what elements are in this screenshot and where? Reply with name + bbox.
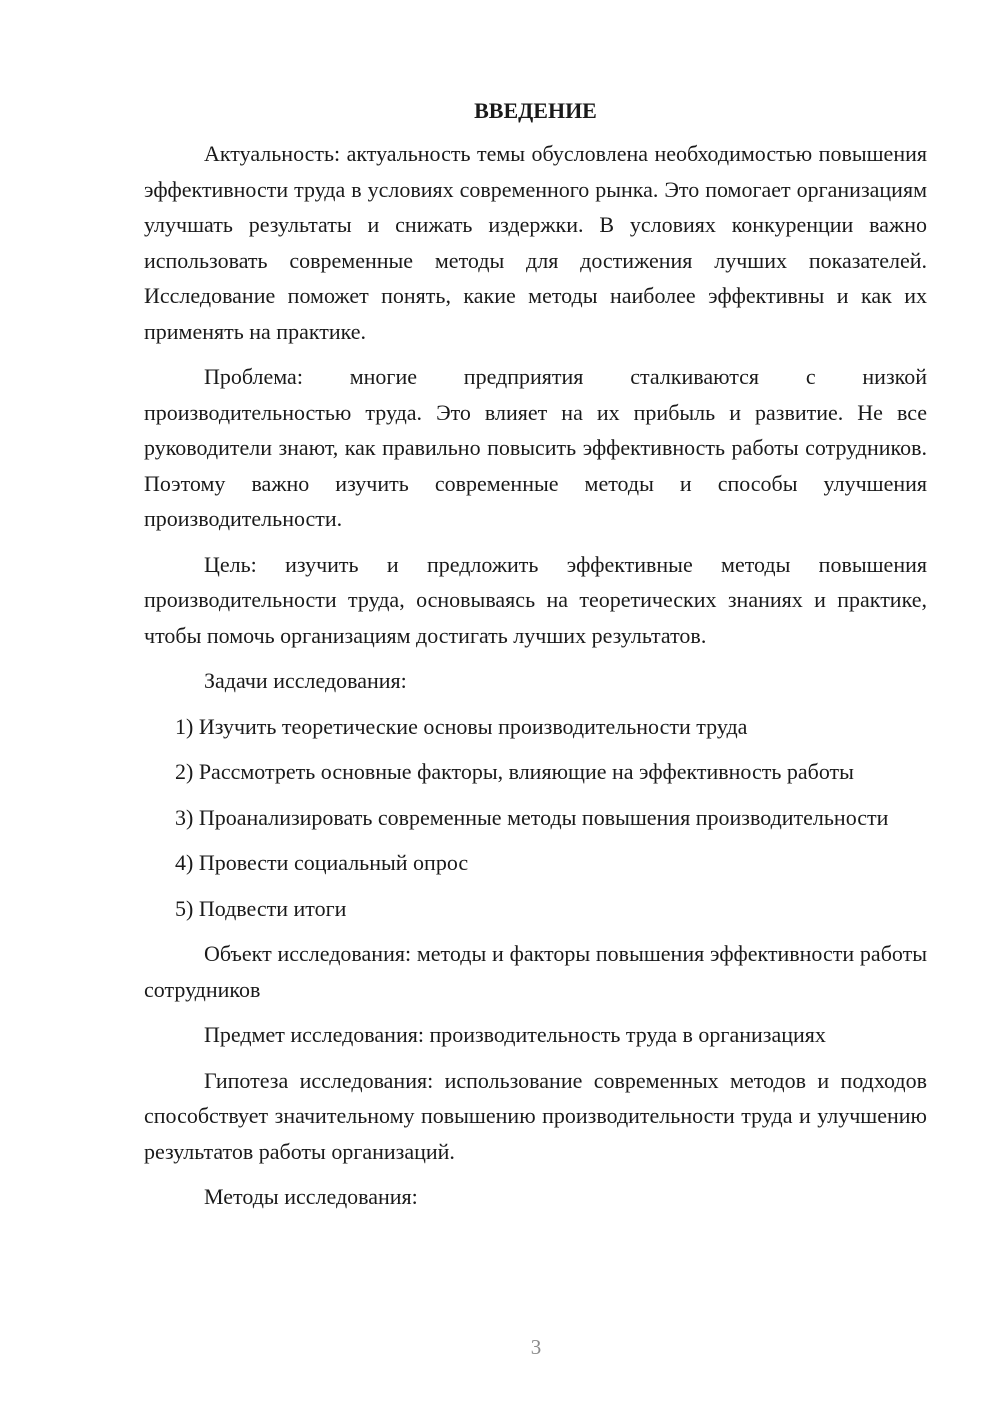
- task-item-4: 4) Провести социальный опрос: [175, 850, 469, 875]
- paragraph-hypothesis: Гипотеза исследования: использование современных методов и подходов способствует значительному повышению производительности труда и улучшению результатов работы организаций.: [144, 1067, 927, 1164]
- page-content: [144, 93, 927, 1225]
- paragraph-relevance: Актуальность: актуальность темы обусловлена необходимостью повышения эффективности труда в условиях современного рынка. Это помогает организациям улучшать результаты и снижать издержки. В условиях конкуренции важно использовать современные методы для достижения лучших показателей. Исследование поможет понять, какие методы наиболее эффективны и как их применять на практике.: [144, 141, 927, 344]
- page-number: 3: [530, 1335, 542, 1359]
- task-item-1: 1) Изучить теоретические основы производительности труда: [175, 713, 748, 739]
- paragraph-object: Объект исследования: методы и факторы повышения эффективности работы сотрудников: [144, 941, 927, 1002]
- task-item-5: 5) Подвести итоги: [175, 895, 347, 921]
- paragraph-subject: Предмет исследования: производительность труда в организациях: [204, 1022, 826, 1047]
- paragraph-problem: Проблема: многие предприятия сталкиваются с низкой производительностью труда. Это влияет на их прибыль и развитие. Не все руководители знают, как правильно повысить эффективность работы сотрудников. Поэтому важно изучить современные методы и способы улучшения производительности.: [144, 364, 927, 531]
- task-item-3: 3) Проанализировать современные методы повышения производительности: [175, 804, 889, 830]
- page-title: ВВЕДЕНИЕ: [474, 98, 597, 123]
- task-item-2: 2) Рассмотреть основные факторы, влияющие на эффективность работы: [175, 759, 854, 784]
- tasks-heading: Задачи исследования:: [204, 668, 407, 693]
- paragraph-goal: Цель: изучить и предложить эффективные методы повышения производительности труда, основываясь на теоретических знаниях и практике, чтобы помочь организациям достигать лучших результатов.: [144, 551, 927, 648]
- methods-heading: Методы исследования:: [204, 1184, 418, 1209]
